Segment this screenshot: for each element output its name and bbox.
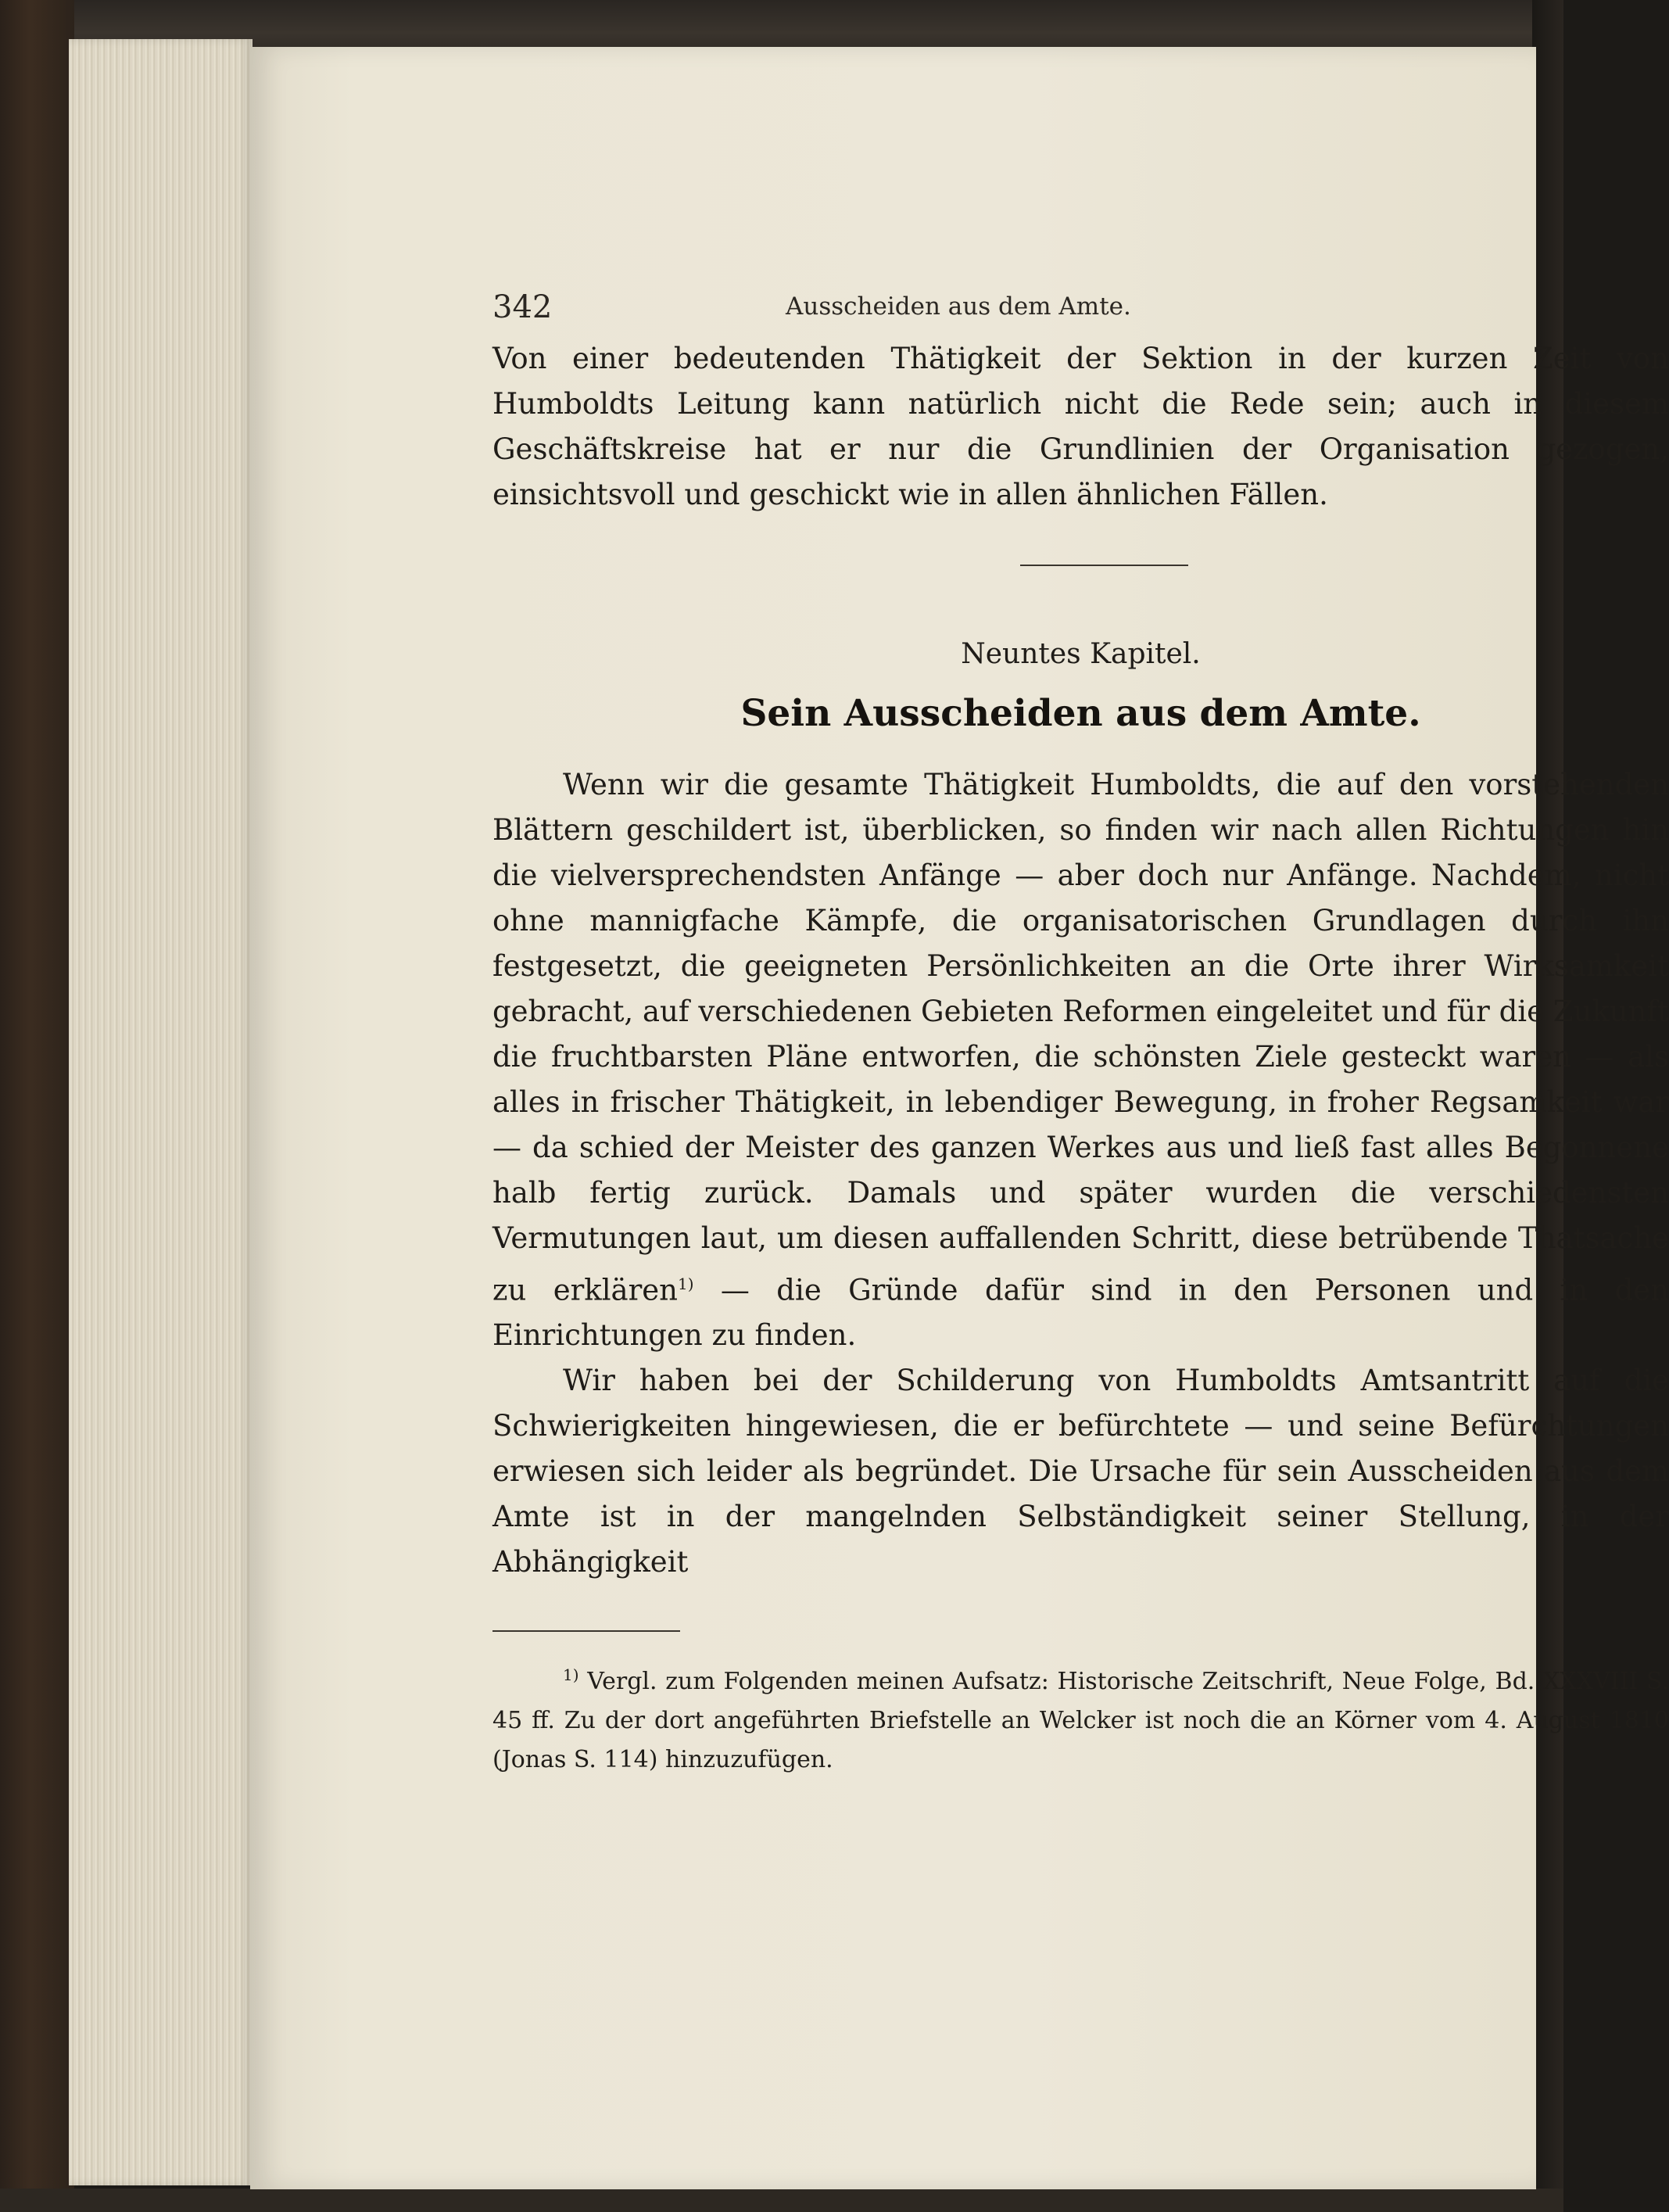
footnote-rule (492, 1630, 680, 1632)
book-cover-left (0, 0, 74, 2212)
paragraph-taetigkeit-part-2: — die Gründe dafür sind in den Personen und in den Einrichtungen zu finden. (492, 1273, 1669, 1353)
section-divider (1020, 565, 1188, 566)
book-page (250, 47, 1669, 2189)
paragraph-sektion: Von einer bedeutenden Thätigkeit der Sektion in der kurzen Zeit von Humboldts Leitung kann natürlich nicht die Rede sein; auch in diesem Geschäftskreise hat er nur die Grundlinien der Organisation gezogen, einsichtsvoll und geschickt wie in allen ähnlichen Fällen. (492, 342, 1669, 511)
chapter-title: Sein Ausscheiden aus dem Amte. (740, 692, 1421, 735)
running-head (492, 289, 1669, 336)
paragraph-taetigkeit-part-1: Wenn wir die gesamte Thätigkeit Humboldts, die auf den vorstehenden Blättern geschildert ist, überblicken, so finden wir nach allen Richtungen hin die vielversprechendsten Anfänge — aber doch nur Anfänge. Nachdem, nicht ohne mannigfache Kämpfe, die organisatorischen Grundlagen durch ihn festgesetzt, die geeigneten Persönlichkeiten an die Orte ihrer Wirksamkeit gebracht, auf verschiedenen Gebieten Reformen eingeleitet und für die Zukunft die fruchtbarsten Pläne entworfen, die schönsten Ziele gesteckt waren — als alles in frischer Thätigkeit, in lebendiger Bewegung, in froher Regsamkeit war — da schied der Meister des ganzen Werkes aus und ließ fast alles Begonnene halb fertig zurück. Damals und später wurden die verschiedensten Vermutungen laut, um diesen auffallenden Schritt, diese betrübende Thatsache zu erklären (492, 768, 1669, 1307)
text-block (492, 289, 1669, 1803)
paragraph-taetigkeit (492, 762, 1669, 1358)
footnote-marker: 1) (563, 1665, 579, 1685)
paragraph-amtsantritt: Wir haben bei der Schilderung von Humboldts Amtsantritt auf die Schwierigkeiten hingewiesen, die er befürchtete — und seine Befürchtungen erwiesen sich leider als begründet. Die Ursache für sein Ausscheiden aus dem Amte ist in der mangelnden Selbständigkeit seiner Stellung, in der Abhängigkeit (492, 1364, 1669, 1579)
page-number: 342 (492, 289, 553, 325)
footnote-reference: 1) (678, 1274, 694, 1293)
footnote-text: Vergl. zum Folgenden meinen Aufsatz: Historische Zeitschrift, Neue Folge, Bd. XXXVIII S. 45 ff. Zu der dort angeführten Briefstelle an Welcker ist noch die an Körner vom 4. August 1810 (Jonas S. 114) hinzuzufügen. (492, 1668, 1669, 1774)
running-title: Ausscheiden aus dem Amte. (786, 292, 1131, 321)
footnote (492, 1655, 1669, 1780)
page-edges (69, 39, 252, 2185)
book-cover-bottom (0, 2189, 1563, 2212)
chapter-label: Neuntes Kapitel. (961, 638, 1201, 670)
